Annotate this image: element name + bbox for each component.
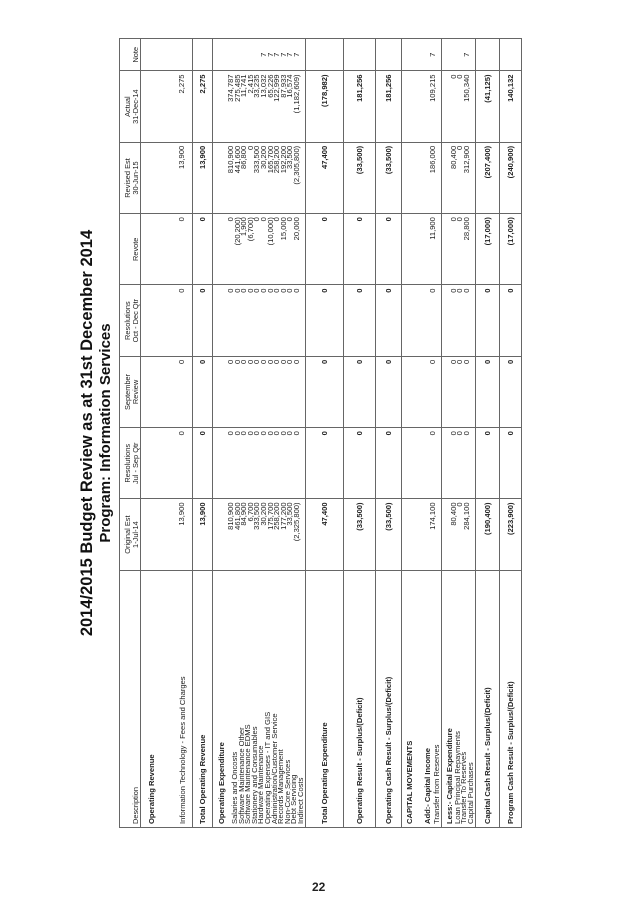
cell-actual: 87,933: [278, 74, 288, 98]
cell-original: (33,500): [343, 499, 375, 570]
page-number: 22: [312, 880, 326, 894]
col-resolutions-jul-sep: Resolutions Jul - Sep Qtr: [120, 428, 141, 499]
cell-res-jul-sep: 0: [401, 428, 441, 499]
program-subtitle: Program: Information Services: [97, 323, 114, 543]
total-operating-revenue-row: [193, 39, 213, 828]
row-label: Capital Cash Result - Surplus/(Deficit): [475, 570, 499, 827]
cell-sept-review: 0: [265, 359, 275, 365]
cell-original: 461,800: [232, 502, 242, 530]
row-label: Total Operating Expenditure: [305, 570, 343, 827]
cell-revised: 33,500: [285, 145, 295, 170]
col-revote-values: [213, 214, 306, 285]
row-label: Information Technology - Fees and Charges: [178, 676, 187, 824]
cell-actual: 109,215: [401, 71, 441, 142]
cell-sept-review: 0: [278, 359, 288, 365]
cell-res-oct-dec: 0: [141, 285, 193, 356]
cell-note: 7: [461, 52, 471, 57]
cell-res-jul-sep: 0: [305, 428, 343, 499]
cell-revised: 80,400: [448, 145, 458, 170]
expense-item-label: Debt Servicing: [289, 774, 299, 824]
row-label: Total Operating Revenue: [193, 570, 213, 827]
col-description: Description: [120, 570, 141, 827]
cell-revised: 333,500: [252, 145, 262, 174]
cell-note: [499, 39, 521, 71]
cell-res-jul-sep: 0: [499, 428, 521, 499]
total-operating-expenditure-row: [305, 39, 343, 828]
cell-revised: 0: [455, 145, 465, 151]
cell-revote: 0: [375, 214, 401, 285]
cell-actual: (1,182,609): [291, 74, 301, 114]
cell-revised: 13,900: [193, 142, 213, 213]
expense-item-label: Indirect Costs: [295, 777, 305, 824]
cell-sept-review: 0: [375, 356, 401, 427]
cell-sept-review: 0: [475, 356, 499, 427]
col-res-jul-sep-values: [441, 428, 475, 499]
section-heading: Operating Revenue: [147, 754, 156, 824]
cell-revised: (207,400): [475, 142, 499, 213]
cell-actual: 374,787: [226, 74, 235, 102]
cell-original: 80,400: [448, 502, 458, 526]
cell-actual: 13,032: [258, 74, 268, 98]
cell-original: (190,400): [475, 499, 499, 570]
cell-revote: 0: [305, 214, 343, 285]
cell-revote: 0: [343, 214, 375, 285]
col-sept-review-values: [213, 356, 306, 427]
budget-table: [119, 38, 522, 828]
cell-revote: (10,000): [265, 217, 275, 246]
cell-sept-review: 0: [272, 359, 282, 365]
cell-res-oct-dec: 0: [455, 288, 465, 293]
expense-item-label: Software Maintenance EDMS: [243, 724, 253, 824]
cell-sept-review: 0: [258, 359, 268, 365]
capital-income-block: [401, 39, 441, 828]
cell-revote: 0: [141, 214, 193, 285]
cell-revote: 0: [272, 217, 282, 222]
cell-sept-review: 0: [285, 359, 295, 365]
cell-actual: 181,256: [375, 71, 401, 142]
expense-item-label: Salaries and Oncosts: [230, 751, 239, 824]
cell-original: 175,700: [265, 502, 275, 530]
expenditure-labels: [232, 574, 305, 824]
cell-revised: 47,400: [305, 142, 343, 213]
cell-res-oct-dec: 0: [272, 288, 282, 293]
cell-original: 84,900: [239, 502, 249, 526]
cell-res-jul-sep: 0: [272, 431, 282, 436]
cell-res-oct-dec: 0: [239, 288, 249, 293]
cell-original: 6,700: [245, 502, 255, 522]
cell-original: 13,900: [193, 499, 213, 570]
cell-res-oct-dec: 0: [305, 285, 343, 356]
cell-original: 177,200: [278, 502, 288, 530]
row-label: Program Cash Result - Surplus/(Deficit): [499, 570, 521, 827]
cell-actual: (41,125): [475, 71, 499, 142]
cell-note: 7: [278, 52, 288, 57]
cell-revote: 0: [285, 217, 295, 222]
col-res-oct-dec-values: [441, 285, 475, 356]
cell-res-jul-sep: 0: [461, 431, 471, 436]
cell-original: 810,900: [226, 502, 235, 530]
subsection-heading: Add:- Capital Income: [422, 748, 432, 824]
cell-res-oct-dec: 0: [193, 285, 213, 356]
cell-revised: 30,200: [258, 145, 268, 170]
cell-revote: 0: [455, 217, 465, 222]
cell-revised: 0: [245, 145, 255, 151]
cell-original: 13,900: [141, 499, 193, 570]
section-heading: CAPITAL MOVEMENTS: [404, 740, 414, 824]
expense-item-label: Records Management: [276, 749, 286, 824]
cell-revote: 28,800: [461, 217, 471, 241]
cell-res-jul-sep: 0: [193, 428, 213, 499]
cell-revised: (240,900): [499, 142, 521, 213]
cell-actual: 2,415: [245, 74, 255, 94]
section-heading: Operating Expenditure: [217, 742, 226, 824]
cell-note: 7: [265, 52, 275, 57]
col-revised-values: [441, 142, 475, 213]
cell-note: [475, 39, 499, 71]
cell-revote: (17,000): [499, 214, 521, 285]
cell-res-oct-dec: 0: [375, 285, 401, 356]
cell-revote: 0: [252, 217, 262, 222]
cell-res-jul-sep: 0: [278, 431, 288, 436]
expense-item-label: Non-Core Services: [282, 759, 292, 824]
cell-res-oct-dec: 0: [475, 285, 499, 356]
cell-res-oct-dec: 0: [252, 288, 262, 293]
cell-revised: 86,800: [239, 145, 249, 170]
cell-revised: 258,200: [272, 145, 282, 174]
cell-revised: 192,200: [278, 145, 288, 174]
cell-res-jul-sep: 0: [475, 428, 499, 499]
col-note-values: [213, 39, 306, 71]
cell-res-jul-sep: 0: [455, 431, 465, 436]
operating-revenue-block: [141, 39, 193, 828]
cell-revised: 13,900: [141, 142, 193, 213]
subsection-heading: Less:- Capital Expenditure: [444, 728, 454, 824]
col-actual: Actual 31-Dec-14: [120, 71, 141, 142]
cell-res-jul-sep: 0: [258, 431, 268, 436]
cell-res-oct-dec: 0: [448, 288, 458, 293]
cell-sept-review: 0: [401, 356, 441, 427]
col-original-values: [213, 499, 306, 570]
cell-sept-review: 0: [455, 359, 465, 365]
cell-original: 258,200: [272, 502, 282, 530]
expense-item-label: Operating Expenses - IT and GIS: [262, 711, 272, 824]
expense-item-label: Stationery and Consumables: [249, 726, 259, 824]
cell-revote: (6,700): [245, 217, 255, 242]
cell-original: (2,325,800): [291, 502, 301, 542]
cell-note: 7: [291, 52, 301, 57]
cell-revote: 20,000: [291, 217, 301, 241]
cell-res-oct-dec: 0: [285, 288, 295, 293]
col-actual-values: [213, 71, 306, 142]
cell-revote: 0: [193, 214, 213, 285]
cell-res-jul-sep: 0: [226, 431, 235, 436]
cell-revote: (17,000): [475, 214, 499, 285]
row-label: Operating Result - Surplus/(Deficit): [343, 570, 375, 827]
cell-original: 30,200: [258, 502, 268, 526]
cell-actual: (178,982): [305, 71, 343, 142]
col-res-oct-dec-values: [213, 285, 306, 356]
cell-res-oct-dec: 0: [461, 288, 471, 293]
header-row: [120, 39, 141, 828]
cell-res-oct-dec: 0: [278, 288, 288, 293]
cell-res-jul-sep: 0: [141, 428, 193, 499]
cell-note: [141, 39, 193, 71]
cell-note: [375, 39, 401, 71]
cell-note: 7: [272, 52, 282, 57]
cell-revised: 312,900: [461, 145, 471, 174]
cell-res-jul-sep: 0: [291, 431, 301, 436]
cell-sept-review: 0: [499, 356, 521, 427]
cell-sept-review: 0: [239, 359, 249, 365]
cell-actual: 150,340: [461, 74, 471, 102]
report-title: 2014/2015 Budget Review as at 31st December 2014: [78, 229, 96, 637]
cell-sept-review: 0: [461, 359, 471, 365]
cell-actual: 181,256: [343, 71, 375, 142]
capital-expenditure-block: [441, 39, 475, 828]
col-note-values: [441, 39, 475, 71]
col-revised-values: [213, 142, 306, 213]
row-label: Operating Cash Result - Surplus/(Deficit): [375, 570, 401, 827]
cell-res-jul-sep: 0: [252, 431, 262, 436]
cell-note: [193, 39, 213, 71]
cell-actual: 65,226: [265, 74, 275, 98]
cell-res-oct-dec: 0: [343, 285, 375, 356]
cell-original: 47,400: [305, 499, 343, 570]
capital-item-label: Transfer To Reserves: [459, 751, 469, 824]
capital-cash-result-row: [475, 39, 499, 828]
cell-actual: 0: [448, 74, 458, 79]
expense-item-label: Administration/Customer Service: [269, 713, 279, 824]
cell-actual: 122,999: [272, 74, 282, 102]
cell-sept-review: 0: [305, 356, 343, 427]
cell-original: (223,900): [499, 499, 521, 570]
cell-res-oct-dec: 0: [226, 288, 235, 293]
cell-revote: 0: [226, 217, 235, 222]
expense-item-label: Software Maintenance Other: [236, 727, 246, 824]
cell-actual: 0: [455, 74, 465, 79]
capital-item-label: Capital Purchases: [465, 762, 475, 824]
col-res-jul-sep-values: [213, 428, 306, 499]
cell-res-jul-sep: 0: [343, 428, 375, 499]
col-september-review: September Review: [120, 356, 141, 427]
cell-actual: 2,275: [141, 71, 193, 142]
cell-revised: (33,500): [343, 142, 375, 213]
cell-res-oct-dec: 0: [291, 288, 301, 293]
cell-note: 7: [285, 52, 295, 57]
col-note: Note: [120, 39, 141, 71]
cell-res-jul-sep: 0: [285, 431, 295, 436]
cell-sept-review: 0: [232, 359, 242, 365]
capital-item-label: Loan Principal Repayments: [452, 731, 462, 824]
col-revote-values: [441, 214, 475, 285]
cell-res-jul-sep: 0: [232, 431, 242, 436]
cell-res-jul-sep: 0: [265, 431, 275, 436]
cell-res-oct-dec: 0: [401, 285, 441, 356]
cell-note: [343, 39, 375, 71]
expense-item-label: Hardware Maintenance: [256, 745, 266, 824]
cell-actual: 140,132: [499, 71, 521, 142]
cell-actual: 16,574: [285, 74, 295, 98]
cell-actual: 11,741: [239, 74, 249, 98]
cell-revised: 810,900: [226, 145, 235, 174]
cell-sept-review: 0: [226, 359, 235, 365]
cell-revote: 0: [448, 217, 458, 222]
row-label: Transfer from Reserves: [431, 744, 441, 824]
cell-note: [305, 39, 343, 71]
cell-sept-review: 0: [343, 356, 375, 427]
cell-original: 174,100: [401, 499, 441, 570]
cell-res-oct-dec: 0: [265, 288, 275, 293]
cell-sept-review: 0: [245, 359, 255, 365]
cell-res-jul-sep: 0: [239, 431, 249, 436]
col-resolutions-oct-dec: Resolutions Oct - Dec Qtr: [120, 285, 141, 356]
cell-res-oct-dec: 0: [232, 288, 242, 293]
col-original-values: [441, 499, 475, 570]
cell-revised: 441,600: [232, 145, 242, 174]
cell-revote: (20,200): [232, 217, 242, 246]
cell-note: 7: [258, 52, 268, 57]
cell-actual: 33,235: [252, 74, 262, 98]
cell-original: 33,500: [285, 502, 295, 526]
cell-sept-review: 0: [141, 356, 193, 427]
operating-expenditure-block: [213, 39, 306, 828]
cell-revote: 0: [258, 217, 268, 222]
cell-res-oct-dec: 0: [499, 285, 521, 356]
program-cash-result-row: [499, 39, 521, 828]
cell-revised: 186,000: [401, 142, 441, 213]
col-original-est: Original Est 1-Jul-14: [120, 499, 141, 570]
cell-res-jul-sep: 0: [448, 431, 458, 436]
cell-res-oct-dec: 0: [258, 288, 268, 293]
cell-res-oct-dec: 0: [245, 288, 255, 293]
cell-revote: 1,900: [239, 217, 249, 237]
cell-sept-review: 0: [252, 359, 262, 365]
cell-res-jul-sep: 0: [245, 431, 255, 436]
col-revised-est: Revised Est 30-Jun-15: [120, 142, 141, 213]
operating-cash-result-row: [375, 39, 401, 828]
cell-original: 0: [455, 502, 465, 507]
cell-original: 333,500: [252, 502, 262, 530]
col-sept-review-values: [441, 356, 475, 427]
col-revote: Revote: [120, 214, 141, 285]
cell-sept-review: 0: [193, 356, 213, 427]
cell-revote: 15,000: [278, 217, 288, 241]
cell-revised: (2,305,800): [291, 145, 301, 185]
operating-result-row: [343, 39, 375, 828]
capital-expenditure-labels: [452, 574, 475, 824]
cell-actual: 2,275: [193, 71, 213, 142]
cell-revised: (33,500): [375, 142, 401, 213]
cell-original: 284,100: [461, 502, 471, 530]
cell-sept-review: 0: [291, 359, 301, 365]
cell-actual: 275,485: [232, 74, 242, 102]
cell-revised: 165,700: [265, 145, 275, 174]
col-actual-values: [441, 71, 475, 142]
cell-note: 7: [401, 39, 441, 71]
cell-res-jul-sep: 0: [375, 428, 401, 499]
rotated-report: [76, 38, 611, 828]
cell-original: (33,500): [375, 499, 401, 570]
cell-revote: 11,900: [401, 214, 441, 285]
cell-sept-review: 0: [448, 359, 458, 365]
